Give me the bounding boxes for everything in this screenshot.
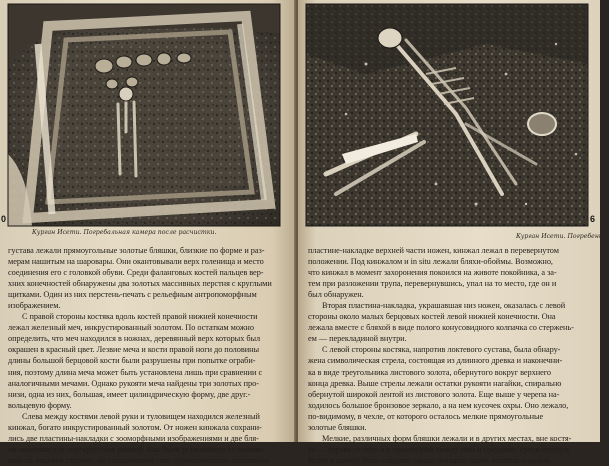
right-page-number: 6 [590,214,596,224]
text-line: Мелкие, различных форм бляшки лежали и в других местах, вне костя- [322,433,572,443]
right-photo-caption: Курган Исети. Погребение. [516,233,609,240]
text-line: золотые бляшки. [308,422,367,432]
text-line: конца древка. Выше стрелы лежали остатки рукояти нагайки, спирально [308,378,562,388]
text-line: жена символическая стрела, состоящая из длинного древка и наконечни- [308,356,563,366]
text-line: вольцевую форму. [8,400,72,410]
right-paragraph-2 [308,300,594,344]
text-line: Вторая пластина-накладка, украшавшая низ ножен, оказалась с левой [322,301,566,311]
text-line: С левой стороны костяка, напротив локтевого сустава, была обнару- [322,345,561,355]
text-line: стороны около малых берцовых костей левой нижней конечности. Она [308,312,556,322]
text-line: ем — перекладиной внутри. [308,334,407,344]
left-paragraph-1 [8,245,290,311]
text-line: ния, поэтому длина меча может быть установлена лишь при сравнении с [8,367,263,377]
text-line: С правой стороны костяка вдоль костей правой нижней конечности [22,312,258,322]
text-line: кинжал, богато инкрустированный золотом. От ножен кинжала сохрани- [8,422,262,432]
text-line: был обнаружен. [308,290,364,300]
text-line: мерам нашитым на шаровары. Они окантовывали верх голенища и место [8,257,264,267]
right-paragraph-1 [308,245,594,300]
text-line: щитками. Один из них перстень-печать с рельефным антропоморфным [8,290,257,300]
text-line: ка в виде треугольника листового золота, обернутого вокруг верхнего [308,367,551,377]
text-line: по-видимому, в чехле, от которого осталось мелкие прямоугольные [308,411,544,421]
text-line: густава лежали прямоугольные золотые бляшки, близкие по форме и раз- [8,246,265,255]
text-line: положении. Под кинжалом и in situ лежали бляхи-обоймы. Возможно, [308,257,553,267]
text-line: обернутой широкой лентой из листового золота. Еще выше у черепа на- [308,389,560,399]
text-line: аналогичными мечами. Однако рукояти меча найдены три золотых про- [8,378,259,388]
right-page [298,0,609,465]
text-line: лежал железный меч, инкрустированный золотом. По остаткам можно [8,323,254,333]
burial-photo-image [306,4,588,226]
right-body-text [308,245,594,466]
text-line: что кинжал в момент захоронения покоился на животе покойника, а за- [308,268,557,278]
burial-chamber-photo [8,4,280,226]
text-line: тем при разложении трупа, перевернувшись, упал на то место, где он и [308,279,557,289]
text-line: Всего в камере было найдено свыше четырех тысяч золотых изделий. [308,455,552,465]
text-line: окрашен в красный цвет. Лезвие меча и кости правой ноги до половины [8,345,260,355]
text-line: лежала вместе с бляхой в виде полого конусовидного колпачка со стержень- [308,323,574,333]
text-line: ка — справа от него и в промежутке между ним и сосудами, среди сосудов. [308,444,571,454]
text-line: соединения его с головкой обуви. Среди фаланговых костей пальцев вер- [8,268,264,278]
text-line: определить, что меч находился в ножнах, деревянный верх которых был [8,334,261,344]
text-line: ходилось большое бронзовое зеркало, а на нем кусочек охры. Оно лежало, [308,400,569,410]
text-line: нию на лицевой стороне, но сохранившей свое первоначальное положения [8,455,270,465]
left-page [0,0,296,465]
text-line: Слева между костями левой руки и туловищем находился железный [22,411,260,421]
text-line: хних конечностей обнаружены два золотых массивных перстня с круглыми [8,279,272,289]
left-paragraph-3 [8,411,290,466]
text-line: лись две пластины-накладки с зооморфными изображениями и две бля- [8,433,259,443]
left-body-text [8,245,290,466]
left-page-number: 0 [1,214,7,224]
right-paragraph-3 [308,344,594,432]
burial-photo [306,4,588,226]
burial-chamber-photo-image [8,4,280,226]
left-photo-caption: Курган Исети. Погребальная камера после расчистки. [32,229,217,236]
right-paragraph-4 [308,433,594,466]
text-line: пластине-накладке верхней части ножен, кинжал лежал в перевернутом [308,246,559,255]
text-line: изображением. [8,301,61,311]
text-line: хи-заклепки для перекрестных ремней. Как было установлено по положе- [8,444,267,454]
text-line: низи, одна из них, большая, имеет цилиндрическую форму, две друг.- [8,389,251,399]
left-paragraph-2 [8,311,290,410]
text-line: длины большой берцовой кости были разрушены при попытке ограби- [8,356,256,366]
